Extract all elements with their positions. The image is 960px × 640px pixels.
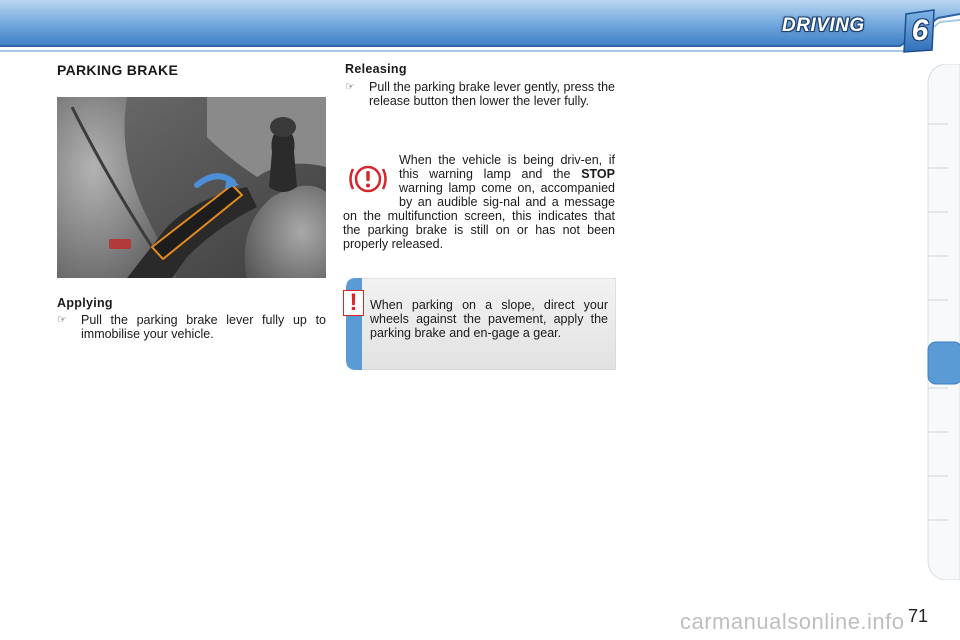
page-number: 71 xyxy=(908,606,929,626)
chapter-number: 6 xyxy=(911,14,929,47)
note-text: When parking on a slope, direct your wheels against the pavement, apply the parking brake and en-gage a gear. xyxy=(370,298,608,340)
parking-brake-photo xyxy=(57,97,326,278)
chapter-tab-strip xyxy=(924,64,960,580)
stop-label: STOP xyxy=(581,167,615,181)
applying-bullet xyxy=(57,313,326,341)
watermark: carmanualsonline.info xyxy=(680,609,905,634)
header-band xyxy=(0,0,960,56)
releasing-bullet xyxy=(345,80,615,108)
pointing-hand-icon: ☞ xyxy=(57,314,67,326)
section-title: PARKING BRAKE xyxy=(57,62,179,78)
chapter-title: DRIVING xyxy=(782,15,865,36)
applying-title: Applying xyxy=(57,296,113,310)
releasing-title: Releasing xyxy=(345,62,407,76)
warning-text-end: warning lamp come on, accompanied by an audible sig-nal and a message on the multifunction screen, this indicates that the parking brake is still on or has not been properly released. xyxy=(343,181,615,251)
pointing-hand-icon: ☞ xyxy=(345,81,355,93)
applying-text: Pull the parking brake lever fully up to immobilise your vehicle. xyxy=(81,313,326,341)
warning-text-start: When the vehicle is being driv-en, if this warning lamp and the xyxy=(399,153,615,181)
releasing-text: Pull the parking brake lever gently, press the release button then lower the lever fully. xyxy=(369,80,615,108)
exclamation-icon: ! xyxy=(343,290,364,316)
warning-paragraph xyxy=(343,153,615,251)
